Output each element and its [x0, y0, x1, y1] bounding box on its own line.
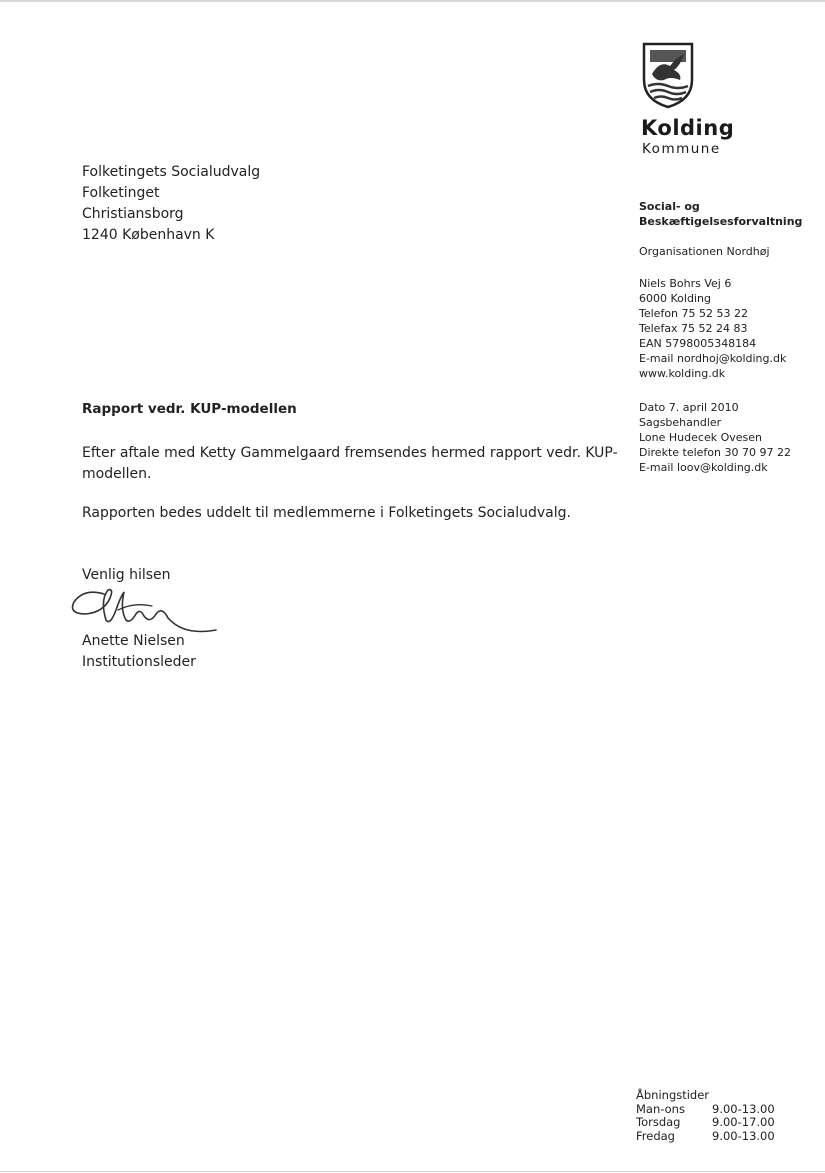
letter-closing: Venlig hilsen: [82, 567, 171, 583]
address-line: Niels Bohrs Vej 6: [639, 277, 732, 290]
address-line: 6000 Kolding: [639, 292, 711, 305]
hours-day: Fredag: [636, 1128, 675, 1143]
case-email-link[interactable]: E-mail loov@kolding.dk: [639, 461, 768, 474]
hours-time: 9.00-13.00: [712, 1101, 775, 1116]
case-line: Direkte telefon 30 70 97 22: [639, 446, 791, 459]
case-line: Sagsbehandler: [639, 416, 722, 429]
scan-edge-top: [0, 0, 825, 2]
website-link[interactable]: www.kolding.dk: [639, 367, 726, 380]
brand-subtitle: Kommune: [642, 141, 721, 157]
sender-address: [639, 276, 786, 381]
recipient-line: 1240 København K: [82, 227, 215, 243]
department-name: [639, 200, 825, 229]
organisation-name: Organisationen Nordhøj: [639, 245, 770, 258]
signer-name: Anette Nielsen: [82, 633, 185, 649]
scan-edge-bottom: [0, 1171, 825, 1172]
letter-subject: Rapport vedr. KUP-modellen: [82, 401, 297, 417]
address-line: EAN 5798005348184: [639, 337, 757, 350]
coat-of-arms-icon: [640, 40, 696, 110]
brand-name: Kolding: [641, 116, 735, 140]
email-link[interactable]: E-mail nordhoj@kolding.dk: [639, 352, 787, 365]
hours-row: [636, 1103, 775, 1117]
hours-row: [636, 1116, 775, 1130]
recipient-line: Christiansborg: [82, 206, 184, 222]
hours-day: Torsdag: [636, 1115, 681, 1129]
address-line: Telefax 75 52 24 83: [639, 322, 748, 335]
address-line: Telefon 75 52 53 22: [639, 307, 748, 320]
hours-row: [636, 1130, 775, 1144]
department-line: Beskæftigelsesforvaltning: [639, 214, 803, 228]
hours-time: 9.00-17.00: [712, 1115, 775, 1129]
letter-paragraph: Efter aftale med Ketty Gammelgaard fremsendes hermed rapport vedr. KUP-modellen.: [82, 445, 618, 482]
opening-hours-table: [636, 1103, 775, 1144]
hours-time: 9.00-13.00: [712, 1128, 775, 1143]
opening-hours: [636, 1089, 775, 1143]
date-line: Dato 7. april 2010: [639, 401, 739, 414]
signer-block: [82, 631, 196, 673]
letter-paragraph: Rapporten bedes uddelt til medlemmerne i Folketingets Socialudvalg.: [82, 505, 571, 521]
signer-title: Institutionsleder: [82, 654, 196, 670]
recipient-line: Folketingets Socialudvalg: [82, 164, 261, 180]
opening-hours-title: Åbningstider: [636, 1088, 710, 1102]
case-info: [639, 400, 791, 475]
recipient-line: Folketinget: [82, 185, 160, 201]
hours-day: Man-ons: [636, 1101, 685, 1116]
department-line: Social- og: [639, 200, 700, 213]
recipient-address: [82, 162, 260, 246]
case-line: Lone Hudecek Ovesen: [639, 431, 762, 444]
